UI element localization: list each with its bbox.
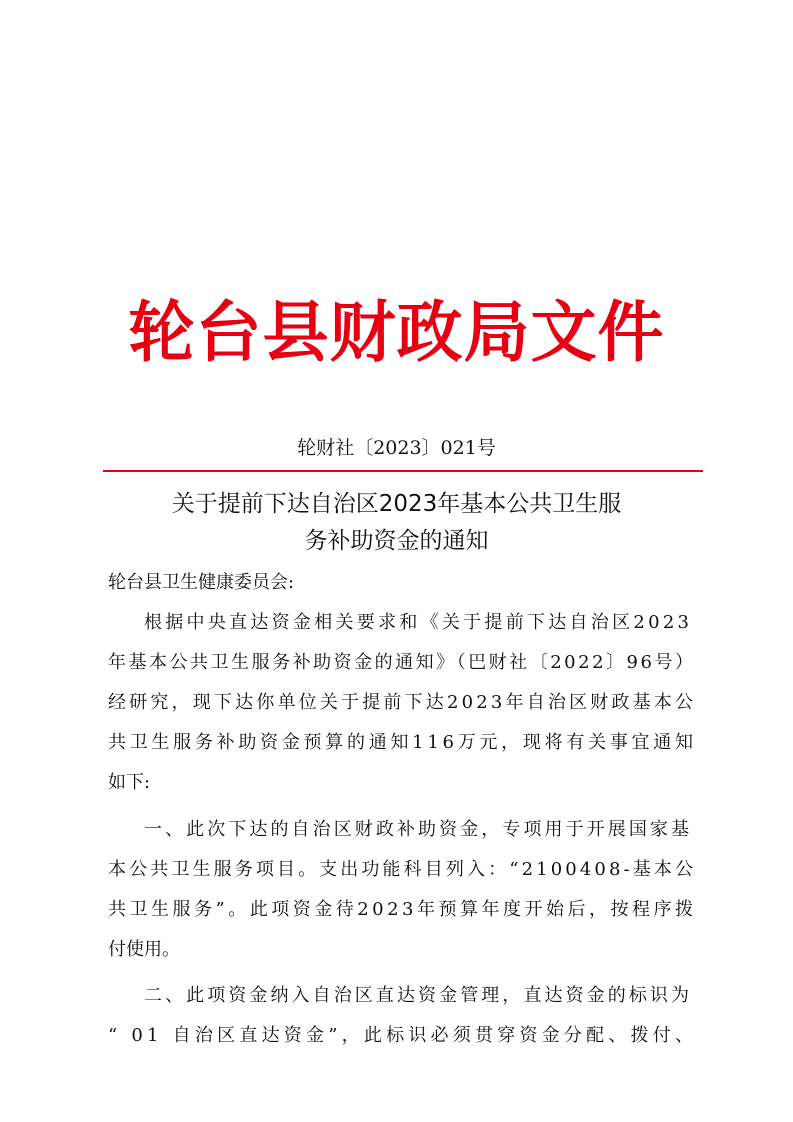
body-line: 年基本公共卫生服务补助资金的通知》（巴财社〔2022〕96号） — [108, 652, 696, 673]
body-line: 共卫生服务补助资金预算的通知116万元，现将有关事宜通知 — [108, 732, 697, 753]
body-line: 根据中央直达资金相关要求和《关于提前下达自治区2023 — [144, 612, 693, 633]
title-line-2: 务补助资金的通知 — [304, 528, 489, 554]
document-number: 轮财社〔2023〕021号 — [297, 437, 496, 459]
body-line: 经研究，现下达你单位关于提前下达2023年自治区财政基本公 — [108, 692, 697, 713]
salutation: 轮台县卫生健康委员会: — [108, 572, 295, 593]
masthead-title: 轮台县财政局文件 — [128, 293, 665, 371]
body-line: 二、此项资金纳入自治区直达资金管理，直达资金的标识为 — [144, 985, 693, 1006]
body-line: “ 01 自治区直达资金”，此标识必须贯穿资金分配、拨付、 — [108, 1025, 698, 1046]
body-line: 一、此次下达的自治区财政补助资金，专项用于开展国家基 — [144, 819, 693, 840]
body-line: 本公共卫生服务项目。支出功能科目列入：“2100408-基本公 — [108, 859, 697, 880]
body-line: 如下: — [108, 772, 151, 793]
red-divider-rule — [103, 470, 703, 472]
document-title — [90, 486, 703, 560]
title-line-1: 关于提前下达自治区2023年基本公共卫生服 — [171, 491, 622, 517]
body-line: 付使用。 — [108, 939, 180, 960]
body-line: 共卫生服务”。此项资金待2023年预算年度开始后，按程序拨 — [108, 899, 697, 920]
